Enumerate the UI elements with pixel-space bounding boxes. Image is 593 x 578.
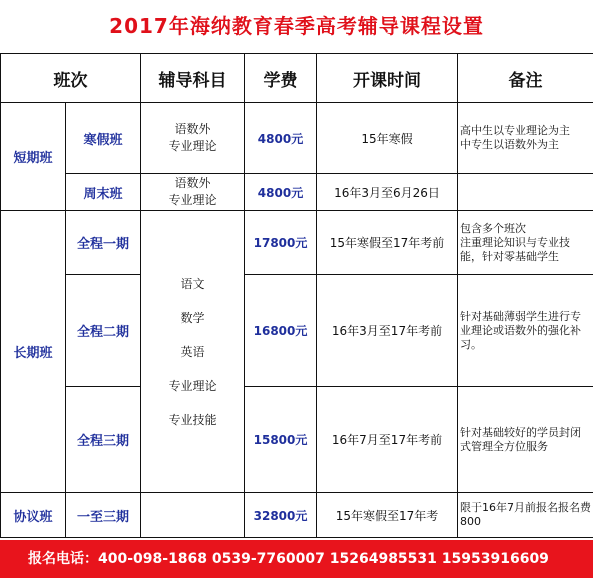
fee-cell: 4800元: [245, 174, 317, 211]
note-cell: [458, 275, 593, 387]
note-cell: [458, 387, 593, 493]
header-class: 班次: [1, 54, 141, 103]
group-long: 长期班: [1, 211, 66, 493]
time-cell: 15年寒假至17年考前: [317, 211, 458, 275]
subject-item: 语文: [180, 276, 205, 291]
class-name: 周末班: [66, 174, 141, 211]
header-subject: 辅导科目: [141, 54, 245, 103]
page-title: 2017年海纳教育春季高考辅导课程设置: [109, 14, 484, 38]
note-text: 高中生以专业理论为主 中专生以语数外为主: [460, 124, 570, 151]
note-text: 限于16年7月前报名报名费800: [460, 501, 591, 528]
class-name: 全程二期: [66, 275, 141, 387]
class-name: 全程三期: [66, 387, 141, 493]
note-cell: [458, 493, 593, 538]
class-name: 一至三期: [66, 493, 141, 538]
note-text: 包含多个班次 注重理论知识与专业技能，针对零基础学生: [460, 221, 570, 263]
header-note: 备注: [458, 54, 593, 103]
subject-item: 专业理论: [168, 139, 217, 153]
course-table: [0, 53, 593, 538]
table-row: [1, 275, 593, 387]
subject-item: 专业理论: [168, 378, 217, 393]
fee-cell: 17800元: [245, 211, 317, 275]
header-time: 开课时间: [317, 54, 458, 103]
time-cell: 15年寒假至17年考: [317, 493, 458, 538]
group-short: 短期班: [1, 103, 66, 211]
header-row: [1, 54, 593, 103]
time-cell: 16年3月至6月26日: [317, 174, 458, 211]
time-cell: 15年寒假: [317, 103, 458, 174]
subject-cell: [141, 211, 245, 493]
note-text: 针对基础较好的学员封闭式管理全方位服务: [460, 425, 581, 453]
note-cell: [458, 211, 593, 275]
table-row: [1, 387, 593, 493]
class-name: 全程一期: [66, 211, 141, 275]
table-row: [1, 211, 593, 275]
subject-item: 数学: [180, 310, 205, 325]
note-cell: [458, 103, 593, 174]
contact-footer: 报名电话：400-098-1868 0539-7760007 15264985531 15953916609: [0, 540, 593, 578]
subject-item: 专业技能: [168, 412, 217, 427]
group-agreement: 协议班: [1, 493, 66, 538]
fee-cell: 16800元: [245, 275, 317, 387]
table-row: [1, 493, 593, 538]
subject-cell: [141, 103, 245, 174]
class-name: 寒假班: [66, 103, 141, 174]
note-cell: [458, 174, 593, 211]
note-text: 针对基础薄弱学生进行专业理论或语数外的强化补习。: [460, 309, 581, 351]
table-row: [1, 103, 593, 174]
subject-item: 专业理论: [168, 193, 217, 207]
time-cell: 16年3月至17年考前: [317, 275, 458, 387]
fee-cell: 15800元: [245, 387, 317, 493]
time-cell: 16年7月至17年考前: [317, 387, 458, 493]
subject-item: 英语: [180, 344, 205, 359]
subject-cell: [141, 174, 245, 211]
fee-cell: 32800元: [245, 493, 317, 538]
table-row: [1, 174, 593, 211]
subject-cell: [141, 493, 245, 538]
fee-cell: 4800元: [245, 103, 317, 174]
subject-item: 语数外: [174, 122, 211, 136]
subject-item: 语数外: [174, 176, 211, 190]
header-fee: 学费: [245, 54, 317, 103]
